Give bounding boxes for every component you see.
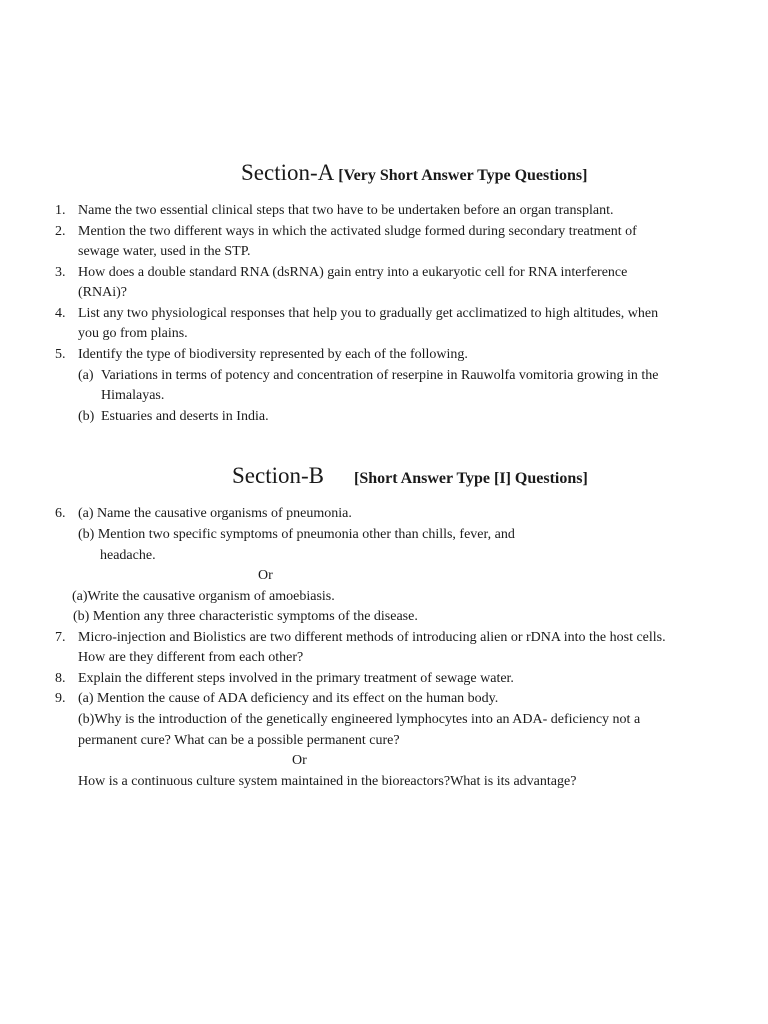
section-a-heading [241, 160, 587, 186]
sub-question-label: (b) [78, 409, 95, 424]
question-text: List any two physiological responses that help you to gradually get acclimatized to high altitudes, when [78, 306, 659, 321]
question-number: 2. [55, 224, 66, 239]
question-text: (a)Write the causative organism of amoebiasis. [72, 589, 335, 604]
question-text: How are they different from each other? [78, 650, 304, 665]
question-text: (b) Mention two specific symptoms of pneumonia other than chills, fever, and [78, 527, 515, 542]
sub-question-text: Himalayas. [101, 388, 165, 403]
question-number: 3. [55, 265, 66, 280]
question-text: (RNAi)? [78, 285, 127, 300]
section-a-title: Section-A [241, 160, 335, 185]
section-b-title: Section-B [232, 463, 324, 488]
question-text: Identify the type of biodiversity represented by each of the following. [78, 347, 468, 362]
question-text: Micro-injection and Biolistics are two different methods of introducing alien or rDNA into the host cells. [78, 630, 666, 645]
section-a-subtitle: [Very Short Answer Type Questions] [338, 167, 588, 184]
question-text: you go from plains. [78, 326, 188, 341]
sub-question-text: Variations in terms of potency and concentration of reserpine in Rauwolfa vomitoria growing in the [101, 368, 659, 383]
question-text: How does a double standard RNA (dsRNA) gain entry into a eukaryotic cell for RNA interference [78, 265, 628, 280]
question-number: 1. [55, 203, 66, 218]
question-number: 8. [55, 671, 66, 686]
or-separator: Or [258, 568, 273, 583]
question-text: (b) Mention any three characteristic symptoms of the disease. [73, 609, 418, 624]
question-text: Name the two essential clinical steps that two have to be undertaken before an organ transplant. [78, 203, 614, 218]
question-text: Mention the two different ways in which the activated sludge formed during secondary treatment of [78, 224, 637, 239]
section-b-subtitle: [Short Answer Type [I] Questions] [354, 470, 588, 487]
question-text: sewage water, used in the STP. [78, 244, 251, 259]
question-text: permanent cure? What can be a possible permanent cure? [78, 733, 400, 748]
question-text: How is a continuous culture system maintained in the bioreactors?What is its advantage? [78, 774, 577, 789]
question-number: 6. [55, 506, 66, 521]
question-text: (a) Name the causative organisms of pneumonia. [78, 506, 352, 521]
question-text: (b)Why is the introduction of the genetically engineered lymphocytes into an ADA- deficiency not a [78, 712, 641, 727]
question-number: 9. [55, 691, 66, 706]
question-text: Explain the different steps involved in the primary treatment of sewage water. [78, 671, 514, 686]
or-separator: Or [292, 753, 307, 768]
question-text: (a) Mention the cause of ADA deficiency and its effect on the human body. [78, 691, 499, 706]
sub-question-text: Estuaries and deserts in India. [101, 409, 269, 424]
section-b-heading [232, 463, 588, 489]
question-number: 4. [55, 306, 66, 321]
question-text: headache. [100, 548, 156, 563]
question-number: 7. [55, 630, 66, 645]
question-number: 5. [55, 347, 66, 362]
sub-question-label: (a) [78, 368, 94, 383]
